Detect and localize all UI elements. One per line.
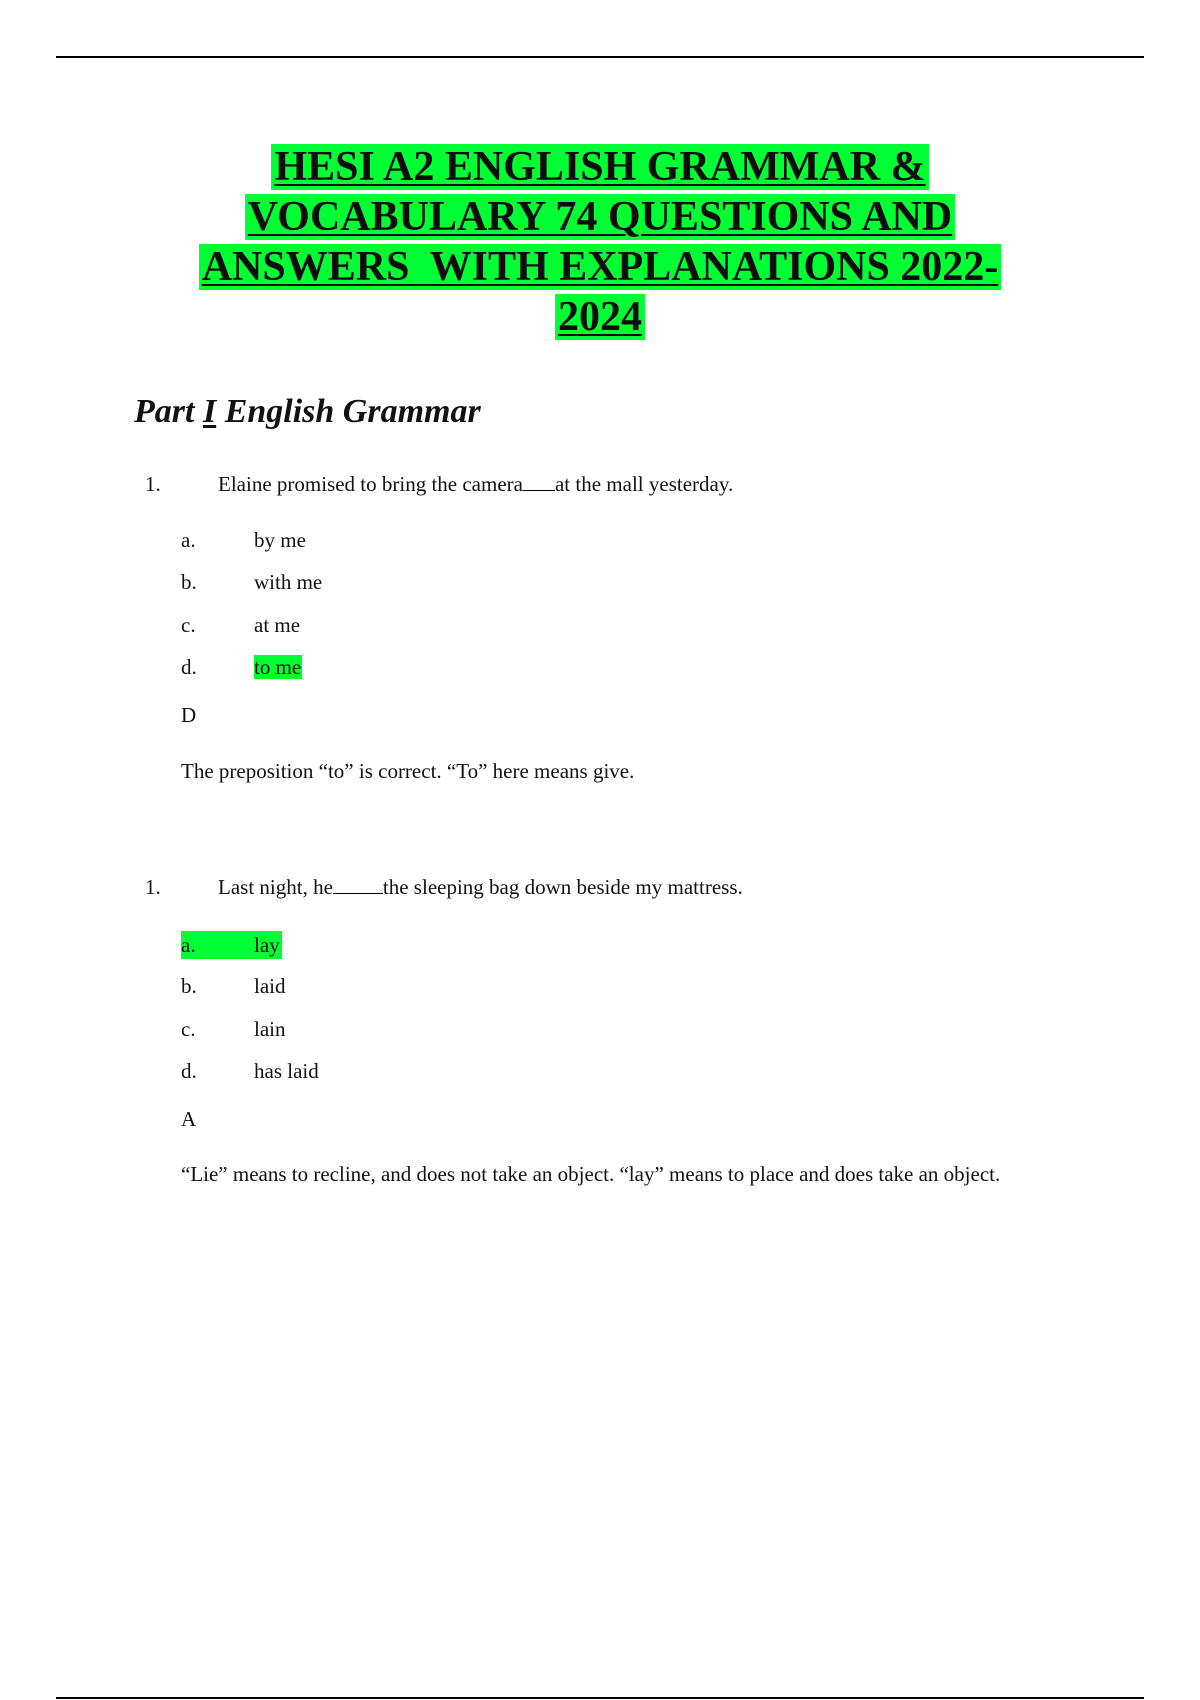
option-letter: c. (181, 1017, 196, 1041)
question-1-option-b (181, 568, 322, 596)
question-1-explanation: The preposition “to” is correct. “To” here means give. (181, 759, 635, 783)
option-text: with me (254, 570, 323, 594)
option-letter: c. (181, 613, 196, 637)
option-letter: a. (181, 933, 196, 957)
question-2-option-b (181, 972, 286, 1000)
part-heading-roman: I (202, 393, 217, 430)
question-2-number: 1. (145, 875, 161, 899)
question-1-option-a (181, 526, 306, 554)
document-title (150, 142, 1050, 342)
question-2-stem-after: the sleeping bag down beside my mattress. (382, 875, 743, 899)
question-1-option-c (181, 611, 300, 639)
question-2-option-d (181, 1057, 319, 1085)
title-line-2: VOCABULARY 74 QUESTIONS AND (245, 194, 955, 240)
title-line-4: 2024 (555, 294, 645, 340)
question-1-stem-after: at the mall yesterday. (554, 472, 734, 496)
part-heading-suffix: English Grammar (216, 393, 481, 430)
question-2-stem (145, 873, 743, 901)
option-letter: d. (181, 1059, 197, 1083)
top-rule (56, 56, 1144, 58)
question-1-number: 1. (145, 472, 161, 496)
part-heading-prefix: Part (134, 393, 203, 430)
option-letter: d. (181, 655, 197, 679)
option-text-highlighted: to me (254, 655, 302, 679)
question-1-blank (523, 472, 555, 491)
question-1-stem (145, 470, 733, 498)
question-2-stem-before: Last night, he (218, 875, 333, 899)
option-text: by me (254, 528, 306, 552)
question-2-explanation: “Lie” means to recline, and does not take an object. “lay” means to place and does take an object. (181, 1162, 1001, 1186)
question-1-stem-before: Elaine promised to bring the camera (218, 472, 523, 496)
title-line-1: HESI A2 ENGLISH GRAMMAR & (271, 144, 928, 190)
question-2-option-a (181, 931, 282, 959)
option-letter: a. (181, 528, 196, 552)
part-heading (134, 390, 481, 434)
question-2-blank (333, 875, 383, 894)
option-text: at me (254, 613, 301, 637)
bottom-rule (56, 1697, 1144, 1699)
title-line-3: ANSWERS WITH EXPLANATIONS 2022- (199, 244, 1002, 290)
option-text-highlighted: lay (254, 933, 280, 957)
question-2-option-c (181, 1015, 286, 1043)
option-text: lain (254, 1017, 286, 1041)
option-text: has laid (254, 1059, 319, 1083)
option-letter: b. (181, 974, 197, 998)
option-letter: b. (181, 570, 197, 594)
question-1-option-d (181, 653, 302, 681)
question-1-answer: D (181, 703, 197, 727)
question-2-answer: A (181, 1107, 197, 1131)
option-text: laid (254, 974, 286, 998)
